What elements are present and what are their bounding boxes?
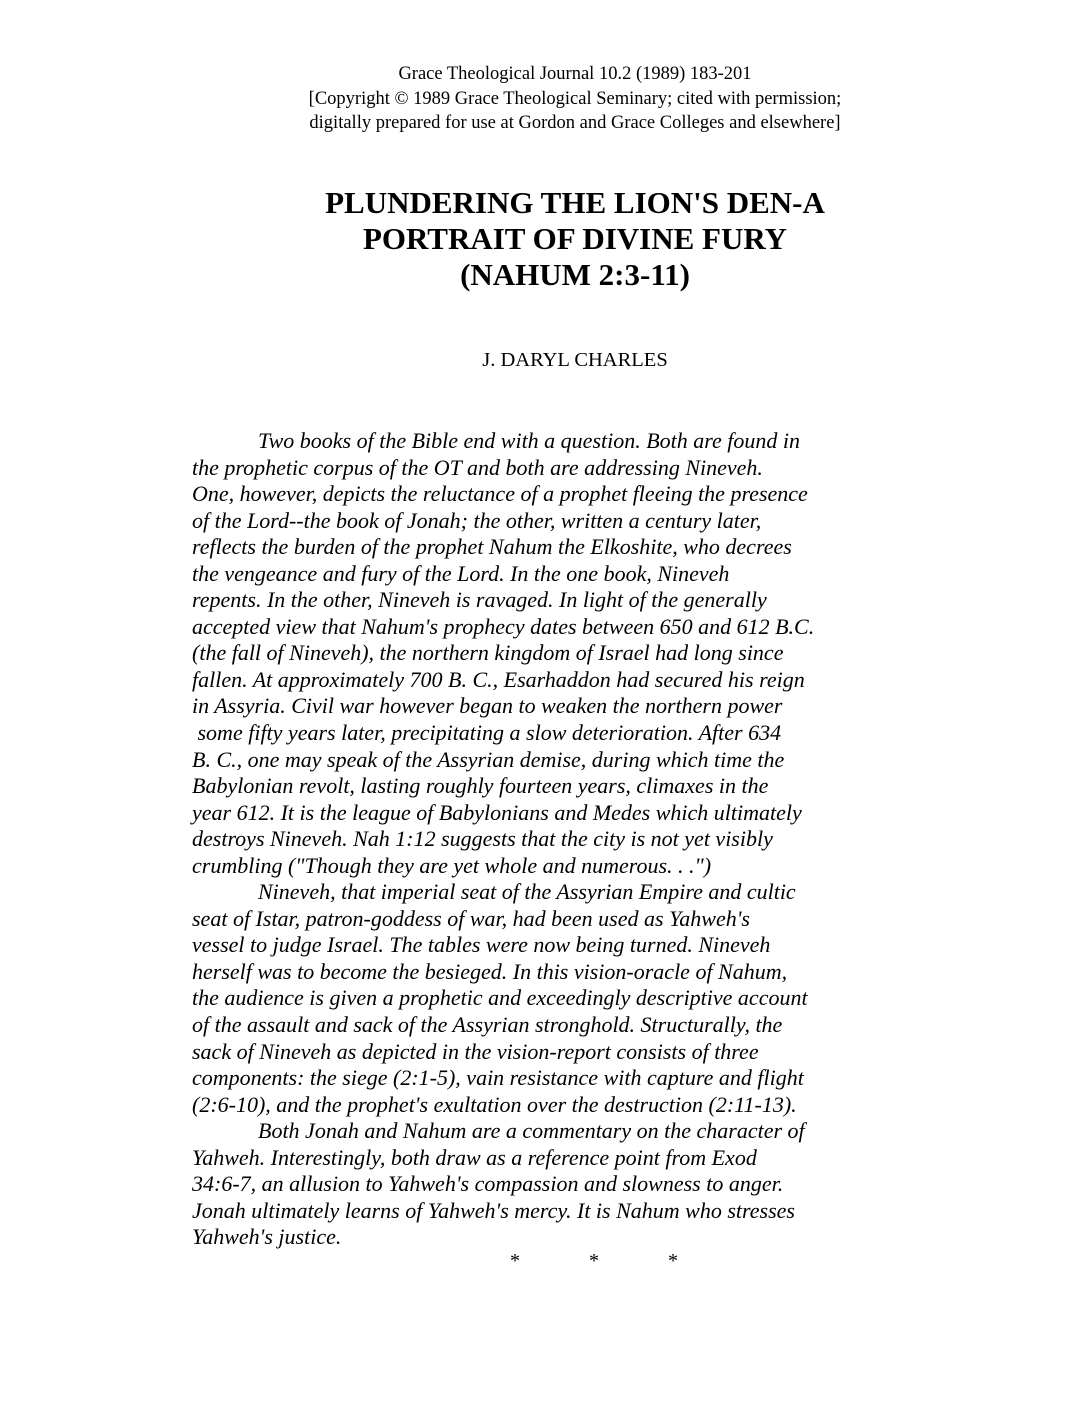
body-text-line: accepted view that Nahum's prophecy dates between 650 and 612 B.C. (192, 613, 815, 639)
body-text-line: fallen. At approximately 700 B. C., Esarhaddon had secured his reign (192, 666, 805, 692)
title-line: PLUNDERING THE LION'S DEN-A (325, 185, 825, 220)
body-text-line: Yahweh. Interestingly, both draw as a reference point from Exod (192, 1144, 757, 1170)
body-text-line: Jonah ultimately learns of Yahweh's mercy. It is Nahum who stresses (192, 1197, 795, 1223)
body-text-line: vessel to judge Israel. The tables were now being turned. Nineveh (192, 932, 771, 958)
body-text-line: (the fall of Nineveh), the northern kingdom of Israel had long since (192, 640, 784, 666)
body-text-line: crumbling ("Though they are yet whole and numerous. . .") (192, 852, 712, 878)
journal-citation: Grace Theological Journal 10.2 (1989) 183-201 (398, 64, 752, 84)
body-text-line: of the assault and sack of the Assyrian stronghold. Structurally, the (192, 1012, 783, 1038)
body-text-line: Yahweh's justice. (192, 1224, 342, 1250)
body-text-line: seat of Istar, patron-goddess of war, had been used as Yahweh's (192, 905, 750, 931)
body-text-line: repents. In the other, Nineveh is ravaged. In light of the generally (192, 587, 767, 613)
body-text-line: One, however, depicts the reluctance of a prophet fleeing the presence (192, 481, 808, 507)
body-text-line: Nineveh, that imperial seat of the Assyrian Empire and cultic (258, 879, 796, 905)
body-text-line: Babylonian revolt, lasting roughly fourteen years, climaxes in the (192, 773, 769, 799)
body-text-line: the audience is given a prophetic and exceedingly descriptive account (192, 985, 808, 1011)
article-title (250, 185, 900, 293)
body-text-line: the prophetic corpus of the OT and both are addressing Nineveh. (192, 454, 763, 480)
journal-header (280, 62, 870, 136)
preparation-note: digitally prepared for use at Gordon and Grace Colleges and elsewhere] (309, 113, 841, 133)
copyright-line: [Copyright © 1989 Grace Theological Seminary; cited with permission; (308, 88, 842, 109)
body-text-line: sack of Nineveh as depicted in the vision-report consists of three (192, 1038, 759, 1064)
body-text-line: Both Jonah and Nahum are a commentary on the character of (258, 1118, 805, 1144)
body-text-line: in Assyria. Civil war however began to weaken the northern power (192, 693, 783, 719)
author-name: J. DARYL CHARLES (482, 349, 668, 371)
title-line: PORTRAIT OF DIVINE FURY (362, 221, 788, 256)
body-text-line: of the Lord--the book of Jonah; the other, written a century later, (192, 507, 762, 533)
body-text-line: destroys Nineveh. Nah 1:12 suggests that the city is not yet visibly (192, 826, 773, 852)
body-text-line: (2:6-10), and the prophet's exultation over the destruction (2:11-13). (192, 1091, 797, 1117)
body-text-line: Two books of the Bible end with a question. Both are found in (258, 428, 801, 453)
title-line: (NAHUM 2:3-11) (460, 257, 690, 292)
body-text-line: the vengeance and fury of the Lord. In the one book, Nineveh (192, 560, 730, 586)
body-text-line: some fifty years later, precipitating a slow deterioration. After 634 (192, 720, 782, 746)
section-separator: * * * (510, 1250, 678, 1272)
body-text-line: components: the siege (2:1-5), vain resistance with capture and flight (192, 1065, 804, 1091)
body-text-line: year 612. It is the league of Babylonians and Medes which ultimately (192, 799, 802, 825)
body-text-line: herself was to become the besieged. In this vision-oracle of Nahum, (192, 958, 788, 984)
body-text-line: 34:6-7, an allusion to Yahweh's compassion and slowness to anger. (192, 1171, 784, 1197)
body-text-line: B. C., one may speak of the Assyrian demise, during which time the (192, 746, 785, 772)
body-text-line: reflects the burden of the prophet Nahum the Elkoshite, who decrees (192, 534, 792, 560)
article-body (192, 428, 814, 1251)
